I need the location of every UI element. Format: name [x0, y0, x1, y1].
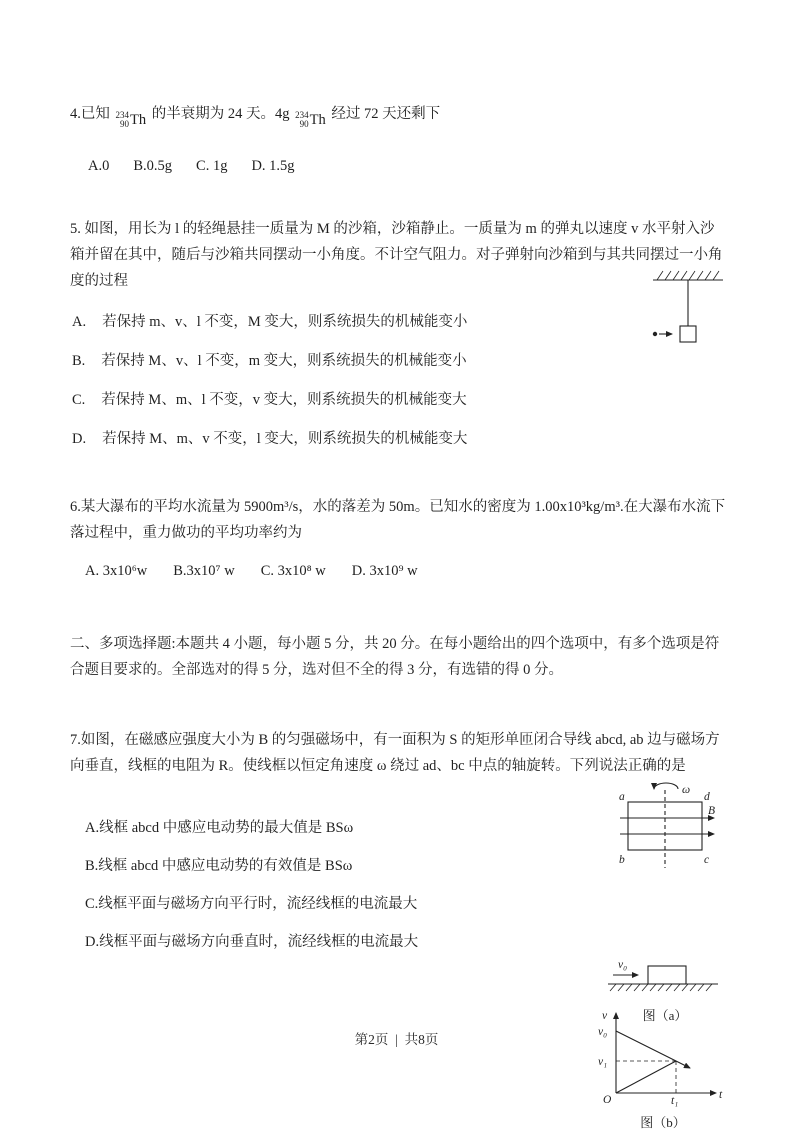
t-axis-label: t: [719, 1089, 723, 1101]
sandbox-rect: [680, 326, 696, 342]
bullet-dot: [653, 332, 657, 336]
isotope-numbers: [116, 111, 130, 129]
option-label: C.: [72, 392, 86, 408]
v0-label: v₀: [618, 959, 628, 971]
v-axis-label: v: [602, 1010, 608, 1022]
figure-a-caption: 图（a）: [642, 1008, 688, 1023]
question-6-options: [85, 560, 418, 582]
option-label: B.: [72, 353, 86, 369]
q5-pendulum-sandbox-figure: [645, 264, 730, 359]
field-b-label: B: [708, 805, 716, 817]
q4-prefix: 4.已知: [70, 106, 110, 122]
t1-label: t₁: [671, 1095, 679, 1107]
option-label: A.: [72, 314, 87, 330]
q7-option-c: C.线框平面与磁场方向平行时，流经线框的电流最大: [85, 896, 418, 912]
increasing-velocity-line: [616, 1061, 676, 1093]
omega-rotation-arrow: [654, 783, 678, 789]
q4-option-d: D. 1.5g: [251, 158, 295, 174]
q5-option-c: [72, 388, 467, 413]
v1-label: v₁: [598, 1056, 608, 1068]
q7-option-a: A.线框 abcd 中感应电动势的最大值是 BSω: [85, 820, 354, 836]
q7-option-b: B.线框 abcd 中感应电动势的有效值是 BSω: [85, 858, 353, 874]
q4-suffix: 经过 72 天还剩下: [331, 106, 441, 122]
isotope-mass-number: 234: [115, 110, 129, 120]
q6-option-a: A. 3x10⁶w: [85, 563, 148, 579]
isotope-th234: [116, 107, 147, 133]
question-5-text: 5. 如图，用长为 l 的轻绳悬挂一质量为 M 的沙箱，沙箱静止。一质量为 m 的弹丸以速度 v 水平射入沙箱并留在其中，随后与沙箱共同摆动一小角度。不计空气阻力。对子弹射向沙箱到与其共同摆过一小角度的过程: [70, 221, 723, 289]
origin-label: O: [603, 1094, 612, 1106]
corner-d-label: d: [704, 791, 710, 803]
option-text: 若保持 M、m、v 不变，l 变大，则系统损失的机械能变大: [102, 431, 468, 447]
question-7-text: 7.如图，在磁感应强度大小为 B 的匀强磁场中，有一面积为 S 的矩形单匝闭合导线 abcd, ab 边与磁场方向垂直，线框的电阻为 R。使线框以恒定角速度 ω 绕过 ad、bc 中点的轴旋转。下列说法正确的是: [70, 732, 720, 774]
corner-a-label: a: [619, 791, 625, 803]
q6-option-d: D. 3x10⁹ w: [351, 563, 418, 579]
figure-b-svg: [596, 1005, 728, 1105]
section-2-header: 二、多项选择题:本题共 4 小题，每小题 5 分，共 20 分。在每小题给出的四个选项中，有多个选项是符合题目要求的。全部选对的得 5 分，选对但不全的得 3 分，有选错的得 0 分。: [70, 636, 720, 678]
v0-label: v₀: [598, 1026, 608, 1038]
block-rect: [648, 966, 686, 984]
question-7-options: [85, 816, 418, 955]
isotope-th234: [295, 107, 326, 133]
omega-label: ω: [682, 784, 691, 796]
figure-b: [596, 1005, 730, 1131]
q4-option-c: C. 1g: [196, 158, 228, 174]
page-footer: 第2页 | 共8页: [354, 1032, 439, 1047]
q4-mid: 的半衰期为 24 天。4g: [151, 106, 290, 122]
option-text: 若保持 M、m、l 不变，v 变大，则系统损失的机械能变大: [101, 392, 467, 408]
q7-option-d: D.线框平面与磁场方向垂直时，流经线框的电流最大: [85, 934, 419, 950]
figure-a-svg: [606, 956, 721, 998]
option-text: 若保持 M、v、l 不变，m 变大，则系统损失的机械能变小: [101, 353, 467, 369]
question-4-options: [88, 155, 295, 177]
question-5-options: [72, 310, 467, 452]
q6-option-b: B.3x10⁷ w: [173, 563, 235, 579]
question-6-text: 6.某大瀑布的平均水流量为 5900m³/s，水的落差为 50m。已知水的密度为 1.00x10³kg/m³.在大瀑布水流下落过程中，重力做功的平均功率约为: [70, 499, 726, 541]
isotope-atomic-number: 90: [120, 119, 129, 129]
q4-option-a: A.0: [88, 158, 110, 174]
q5-option-a: [72, 310, 467, 335]
q7-rotating-loop-figure: [616, 776, 724, 876]
q6-option-c: C. 3x10⁸ w: [260, 563, 326, 579]
option-text: 若保持 m、v、l 不变，M 变大，则系统损失的机械能变小: [102, 314, 468, 330]
isotope-symbol: Th: [309, 112, 326, 128]
corner-b-label: b: [619, 854, 625, 866]
isotope-numbers: [295, 111, 309, 129]
q5-option-b: [72, 349, 467, 374]
corner-c-label: c: [704, 854, 710, 866]
isotope-atomic-number: 90: [299, 119, 309, 129]
isotope-mass-number: 234: [295, 110, 309, 120]
figure-b-caption: 图（b）: [640, 1115, 686, 1130]
option-label: D.: [72, 431, 87, 447]
q4-option-b: B.0.5g: [133, 158, 173, 174]
isotope-symbol: Th: [130, 112, 147, 128]
question-4-text: [70, 101, 760, 133]
q5-option-d: [72, 427, 467, 452]
